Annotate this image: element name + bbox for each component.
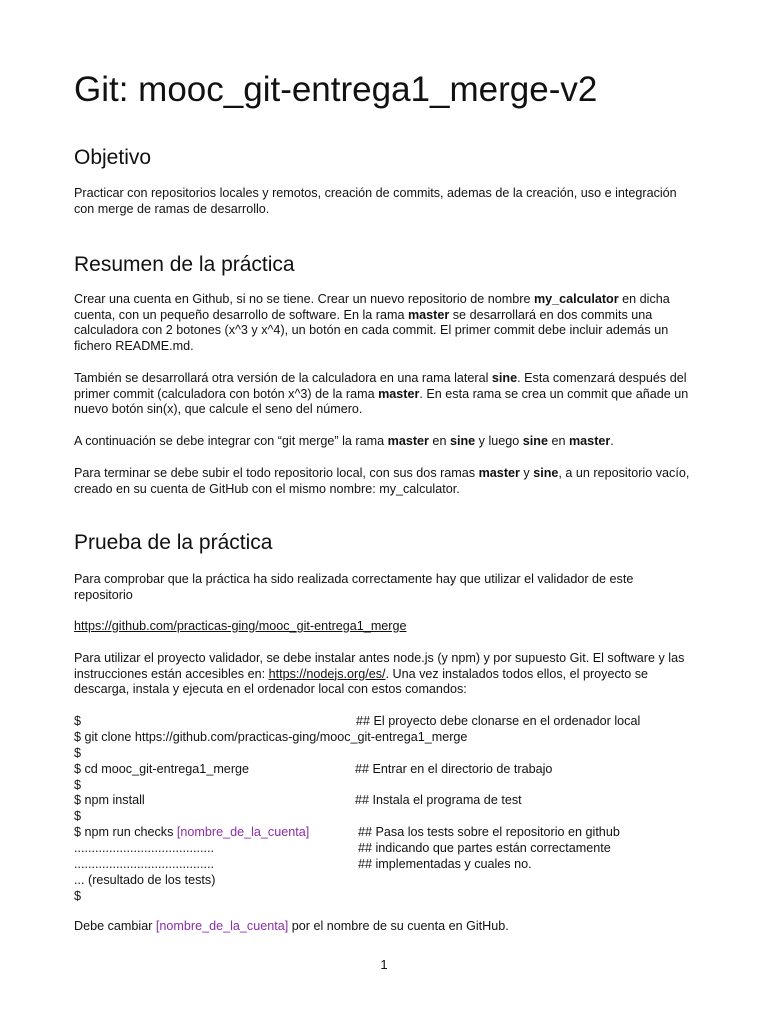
account-placeholder: [nombre_de_la_cuenta] [176, 825, 310, 840]
repo-link[interactable]: https://github.com/practicas-ging/mooc_git-entrega1_merge [74, 619, 407, 633]
resumen-paragraph-2: También se desarrollará otra versión de la calculadora en una rama lateral sine. Esta comenzará después del primer commit (calculadora con botón x^3) de la rama master. En esta rama se crea un commit que añade un nuevo botón sin(x), que calcule el seno del número. [74, 371, 689, 417]
prueba-paragraph-1: Para comprobar que la práctica ha sido realizada correctamente hay que utilizar el validador de este repositorio [74, 572, 634, 602]
command-block [74, 714, 714, 905]
command-line: ........................................ ## indicando que partes están correctamente [74, 841, 611, 856]
command-line: $ npm install ## Instala el programa de test [74, 793, 522, 808]
command-line: $ [74, 777, 82, 792]
command-line: $ git clone https://github.com/practicas-ging/mooc_git-entrega1_merge [74, 729, 468, 744]
repo-link-paragraph [74, 619, 694, 635]
objetivo-text: Practicar con repositorios locales y remotos, creación de commits, ademas de la creación, uso e integración con merge de ramas de desarrollo. [74, 186, 677, 216]
prueba-paragraph-3: Debe cambiar [nombre_de_la_cuenta] por el nombre de su cuenta en GitHub. [74, 919, 509, 933]
command-line: $ cd mooc_git-entrega1_merge ## Entrar en el directorio de trabajo [74, 761, 553, 776]
command-line: $ [74, 745, 82, 760]
section-heading-objetivo: Objetivo [74, 146, 152, 169]
page-number: 1 [380, 957, 388, 972]
section-heading-prueba: Prueba de la práctica [74, 531, 273, 554]
section-heading-resumen: Resumen de la práctica [74, 253, 295, 276]
page-title: Git: mooc_git-entrega1_merge-v2 [74, 70, 598, 109]
command-line: $ [74, 888, 82, 903]
nodejs-link[interactable]: https://nodejs.org/es/ [268, 666, 386, 681]
command-line: $ ## El proyecto debe clonarse en el ordenador local [74, 714, 641, 728]
resumen-paragraph-1: Crear una cuenta en Github, si no se tiene. Crear un nuevo repositorio de nombre my_calculator en dicha cuenta, con un pequeño desarrollo de software. En la rama master se desarrollará en dos commits una calculadora con 2 botones (x^3 y x^4), un botón en cada commit. El primer commit debe incluir además un fichero README.md. [74, 292, 670, 354]
command-line: ........................................ ## implementadas y cuales no. [74, 857, 532, 872]
account-placeholder: [nombre_de_la_cuenta] [155, 919, 289, 933]
resumen-paragraph-3: A continuación se debe integrar con “git merge” la rama master en sine y luego sine en master. [74, 434, 614, 448]
prueba-paragraph-2: Para utilizar el proyecto validador, se debe instalar antes node.js (y npm) y por supuesto Git. El software y las instrucciones están accesibles en: https://nodejs.org/es/. Una vez instalados todos ellos, el proyecto se descarga, instala y ejecuta en el ordenador local con estos comandos: [74, 651, 685, 697]
command-line: ... (resultado de los tests) [74, 872, 216, 887]
command-line: $ [74, 809, 82, 824]
resumen-paragraph-4: Para terminar se debe subir el todo repositorio local, con sus dos ramas master y sine, a un repositorio vacío, creado en su cuenta de GitHub con el mismo nombre: my_calculator. [74, 466, 690, 496]
command-line: $ npm run checks [nombre_de_la_cuenta] ## Pasa los tests sobre el repositorio en github [74, 825, 620, 840]
